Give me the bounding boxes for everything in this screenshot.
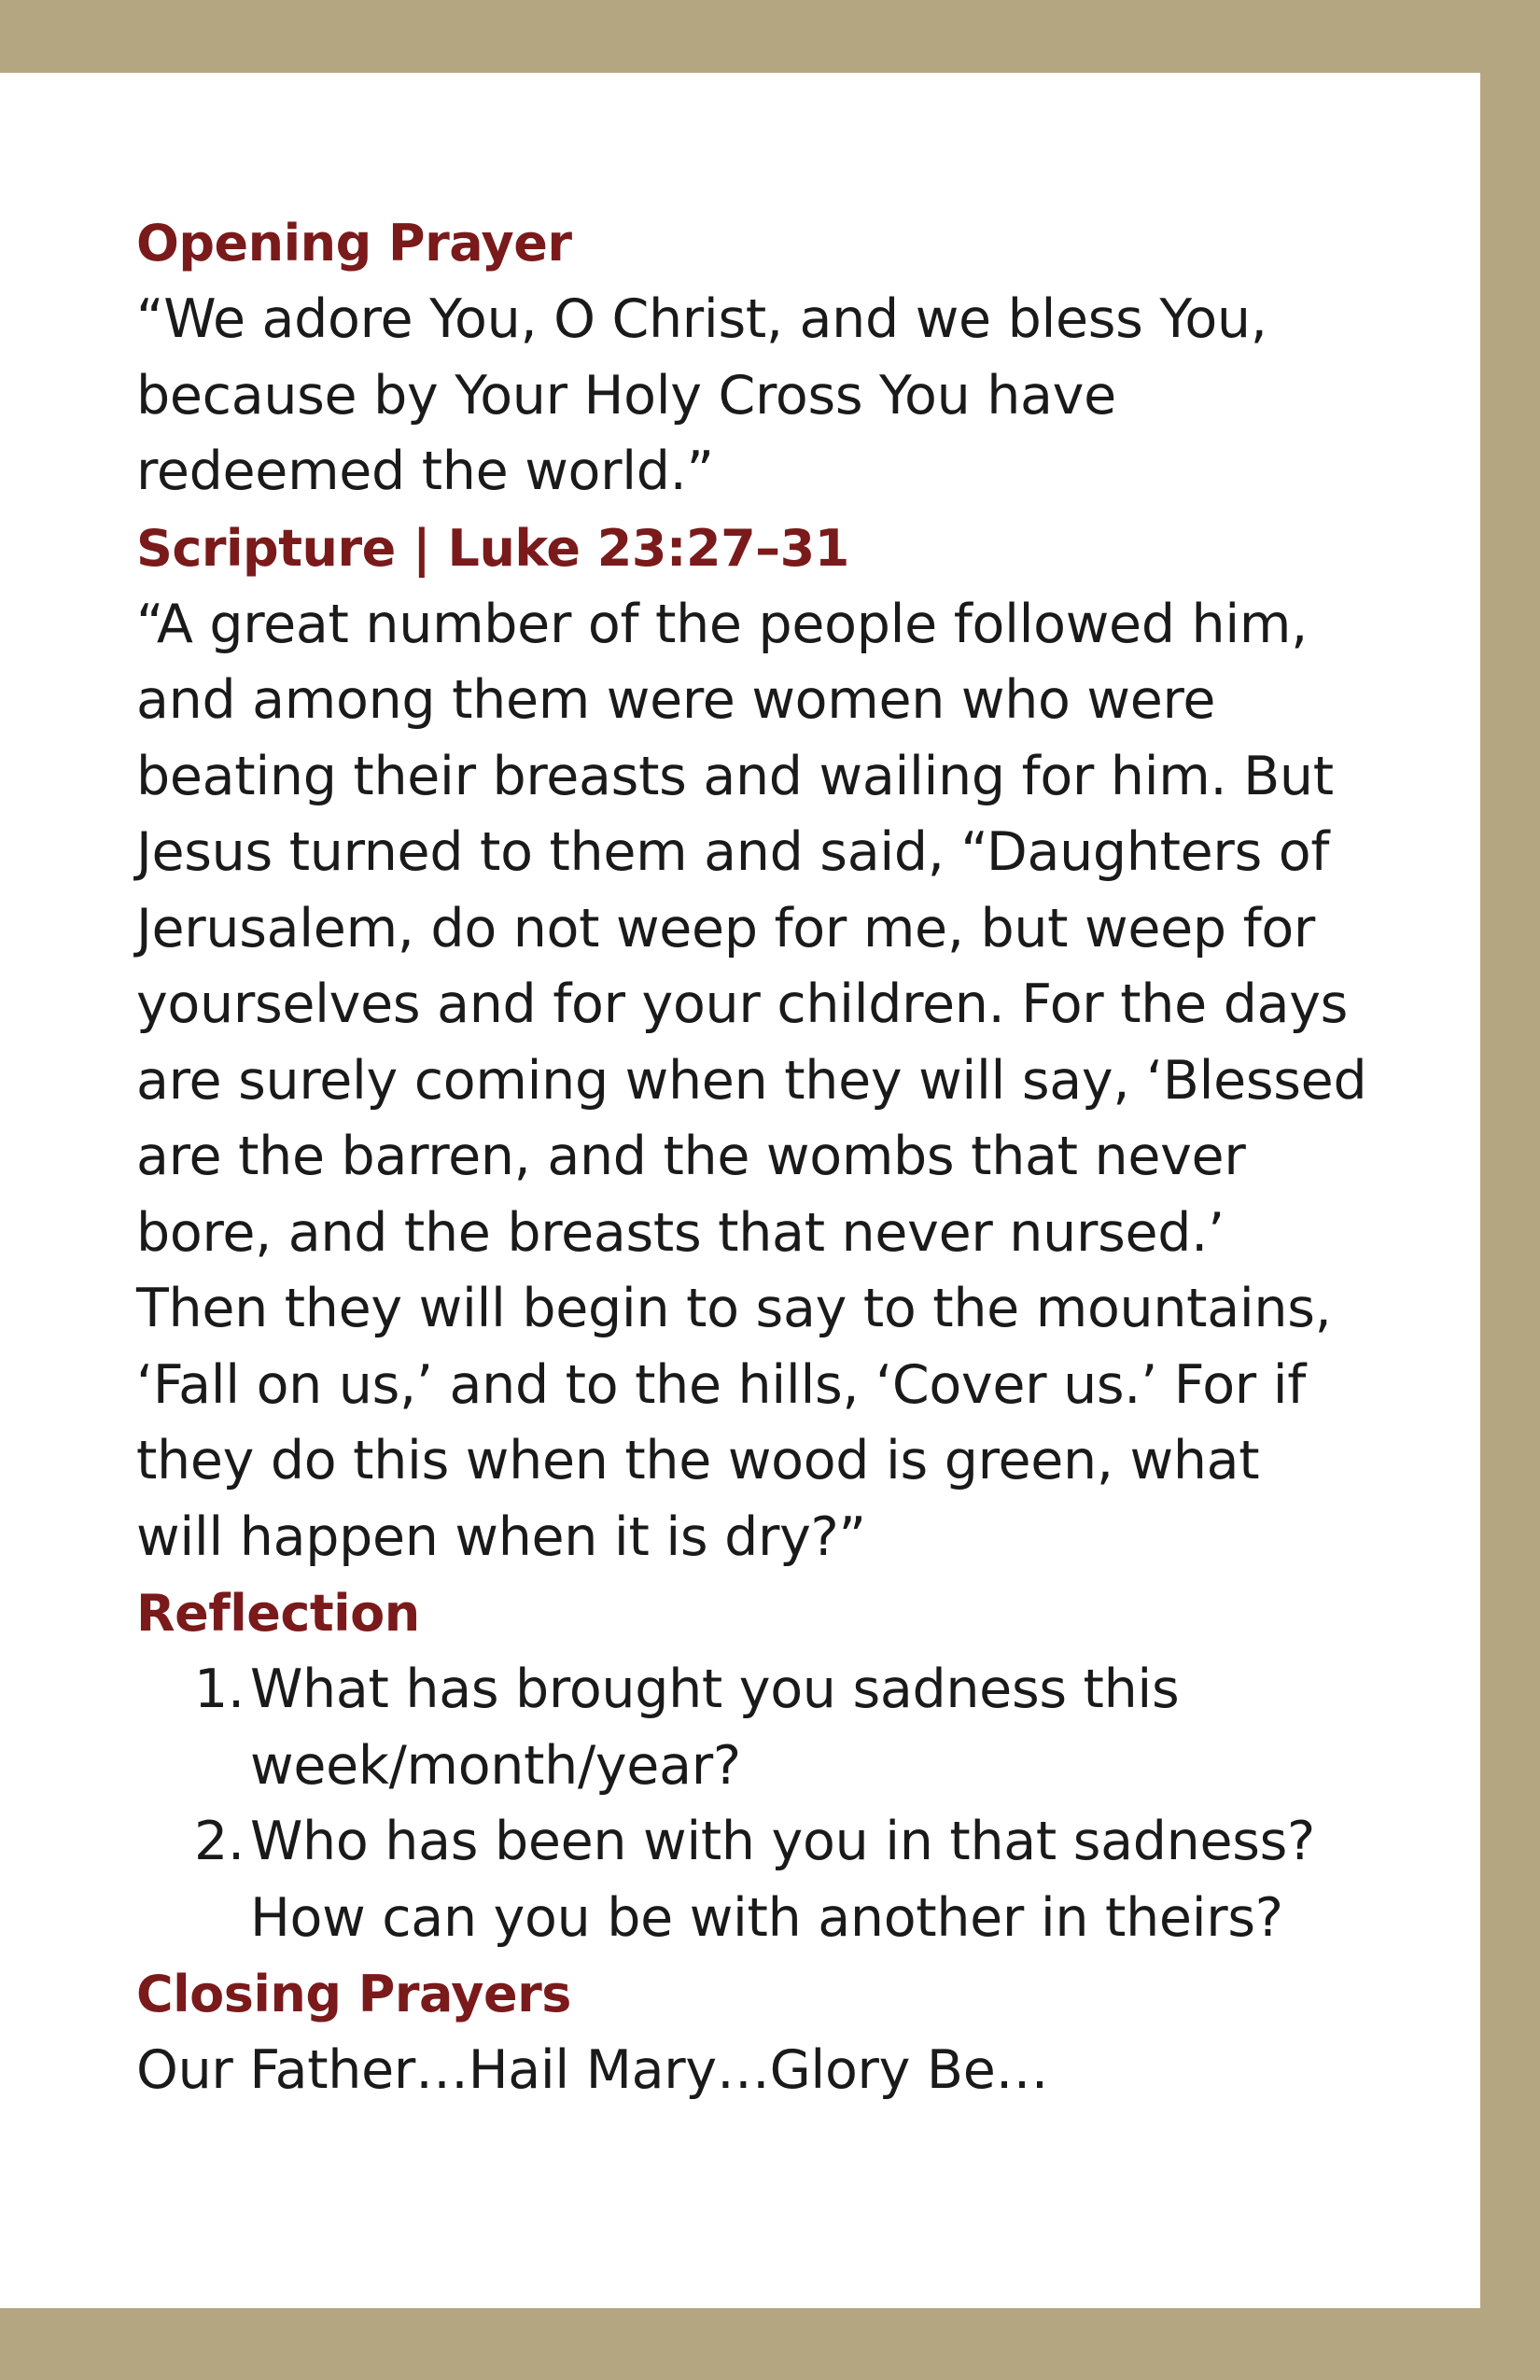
text-line: redeemed the world.” [136,441,714,502]
text-line: bore, and the breasts that never nursed.’ [136,1201,1225,1264]
text-line: because by Your Holy Cross You have [136,364,1116,427]
text-line: Jesus turned to them and said, “Daughters of [136,821,1330,883]
text-line: “A great number of the people followed him, [136,593,1308,655]
text-line: ‘Fall on us,’ and to the hills, ‘Cover us.’ For if [136,1353,1307,1416]
closing-prayers-heading: Closing Prayers [136,1965,571,2023]
text-line: will happen when it is dry?” [136,1505,866,1568]
text-line: beating their breasts and wailing for him. But [136,745,1334,807]
text-line: and among them were women who were [136,669,1216,731]
reflection-heading: Reflection [136,1584,420,1643]
text-line: Jerusalem, do not weep for me, but weep for [136,897,1316,959]
text-line: “We adore You, O Christ, and we bless You, [136,288,1267,350]
text-line: How can you be with another in theirs? [250,1886,1283,1949]
scripture-text [136,587,1406,1576]
reflection-item-number: 1. [194,1659,245,1720]
text-line: are the barren, and the wombs that never [136,1126,1246,1187]
text-line: yourselves and for your children. For the days [136,973,1349,1035]
text-line: Then they will begin to say to the mountains, [136,1278,1332,1339]
text-line: Our Father…Hail Mary…Glory Be… [136,2039,1049,2101]
prayer-content [136,205,1406,2109]
text-line: week/month/year? [250,1734,741,1797]
text-line: they do this when the wood is green, what [136,1430,1260,1491]
reflection-item-number: 2. [194,1811,245,1872]
scripture-heading: Scripture | Luke 23:27–31 [136,518,849,578]
text-line: Who has been with you in that sadness? [250,1811,1316,1872]
prayer-card [0,73,1480,2308]
text-line: are surely coming when they will say, ‘Blessed [136,1049,1367,1112]
text-line: What has brought you sadness this [250,1659,1180,1720]
closing-prayers-text [136,2033,1406,2109]
reflection-list [136,1652,1406,1956]
reflection-item [136,1804,1406,1956]
opening-prayer-heading: Opening Prayer [136,214,572,273]
reflection-item [136,1652,1406,1804]
opening-prayer-text [136,282,1406,511]
